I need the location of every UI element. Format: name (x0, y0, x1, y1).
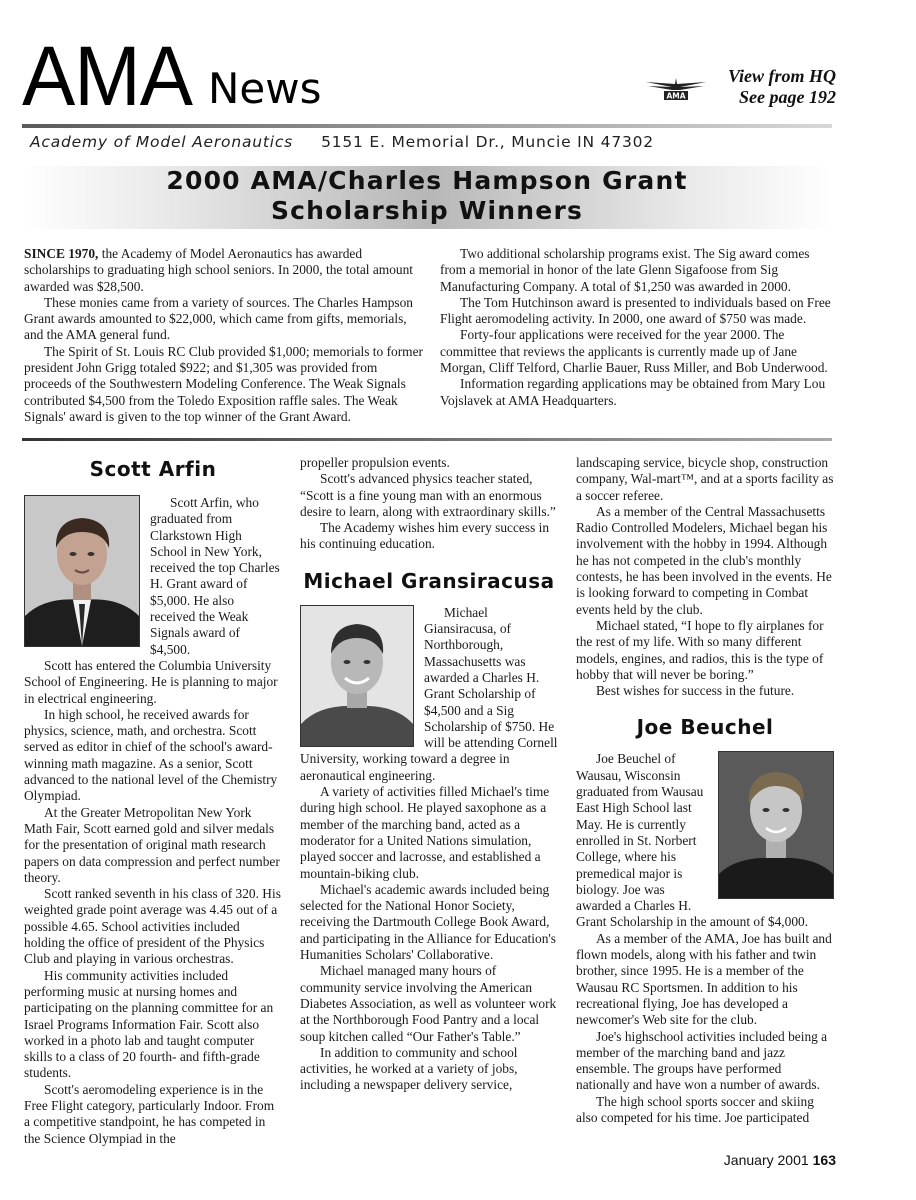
intro-paragraph: Forty-four applications were received for the year 2000. The committee that reviews the applicants is currently made up of Jane Morgan, Cliff Telford, Charlie Bauer, Russ Miller, and Bob Underwood. (440, 327, 828, 376)
bio-paragraph: The Academy wishes him every success in his continuing education. (300, 520, 550, 552)
photo-michael-gransiracusa (300, 605, 414, 747)
winner-name-beuchel: Joe Beuchel (636, 715, 774, 740)
bio-paragraph: Joe Beuchel of Wausau, Wisconsin graduated from Wausau East High School last May. He is currently enrolled in St. Norbert College, where his premedical major is biology. Joe was awarded a Charles H. Grant Scholarship in the amount of $4,000. (576, 751, 809, 930)
bio-paragraph: Scott's advanced physics teacher stated, “Scott is a fine young man with an enormous desire to learn, along with extraordinary skills.” (300, 471, 556, 519)
bio-paragraph: Michael stated, “I hope to fly airplanes for the rest of my life. With so many different models, engines, and radios, this is the type of hobby that will never be boring.” (576, 617, 824, 682)
section-divider (22, 438, 832, 441)
photo-joe-beuchel (718, 751, 834, 899)
winner-name-gransiracusa: Michael Gransiracusa (303, 568, 555, 593)
column-3 (576, 455, 834, 1126)
column-1 (24, 455, 282, 1147)
intro-paragraph: Two additional scholarship programs exist. The Sig award comes from a memorial in honor of the late Glenn Sigafoose from Sig Manufacturing Company. A total of $1,250 was awarded in 2000. (440, 246, 810, 294)
bio-paragraph: His community activities included performing music at nursing homes and participating on the planning committee for an Israel Programs Information Fair. Scott also worked in a photo lab and taught computer skills to a class of 20 fourth- and fifth-grade students. (24, 967, 274, 1081)
bio-paragraph: In addition to community and school activities, he worked at a variety of jobs, including a newspaper delivery service, (300, 1044, 518, 1093)
bio-paragraph: Joe's highschool activities included being a member of the marching band and jazz ensemble. The groups have performed nationally and have won a number of awards. (576, 1028, 828, 1093)
masthead-title: AMA (22, 29, 193, 123)
intro-paragraph: The Tom Hutchinson award is presented to individuals based on Free Flight aeromodeling activity. In 2000, one award of $750 was made. (440, 294, 831, 327)
intro-left-column (24, 246, 424, 425)
bio-paragraph: landscaping service, bicycle shop, construction company, Wal-mart™, and at a sports facility as a soccer referee. (576, 455, 834, 503)
intro-lead: SINCE 1970, (24, 246, 99, 261)
masthead-rule (22, 124, 832, 128)
hq-line-2: See page 192 (739, 87, 836, 107)
intro-paragraph: The Spirit of St. Louis RC Club provided $1,000; memorials to former president John Grigg totaled $922; and $1,305 was provided from proceeds of the Southwestern Modeling Conference. The Weak Signals contributed $4,500 from the Toledo Exposition raffle sales. The Weak Signals' award is given to the top winner of the Grant Award. (24, 343, 423, 424)
bio-paragraph: propeller propulsion events. (300, 455, 450, 470)
intro-paragraph: Information regarding applications may be obtained from Mary Lou Vojslavek at AMA Headquarters. (440, 376, 826, 408)
bio-paragraph: Scott has entered the Columbia University School of Engineering. He is planning to major in electrical engineering. (24, 657, 278, 706)
bio-paragraph: As a member of the Central Massachusetts Radio Controlled Modelers, Michael began his involvement with the hobby in 1994. Although he has not competed in the club's monthly contests, he has been involved in the events. He is looking forward to competing in Combat events held by the club. (576, 503, 832, 617)
intro-paragraph: These monies came from a variety of sources. The Charles Hampson Grant awards amounted to $22,000, which came from gifts, memorials, and the AMA general fund. (24, 294, 413, 343)
bio-paragraph: The high school sports soccer and skiing also competed for his time. Joe participated (576, 1093, 814, 1125)
wings-icon (644, 74, 708, 102)
bio-paragraph: Scott's aeromodeling experience is in the Free Flight category, particularly Indoor. From a competitive standpoint, he has competed in the Science Olympiad in the (24, 1081, 275, 1146)
address-line (30, 132, 834, 152)
bio-paragraph: Michael managed many hours of community service involving the American Diabetes Association, as well as volunteer work at the Northborough Food Pantry and a local soup kitchen called “Our Father's Table.” (300, 963, 557, 1044)
winner-name-arfin: Scott Arfin (89, 457, 217, 481)
bio-paragraph: Scott ranked seventh in his class of 320. His weighted grade point average was 4.45 out of a possible 4.65. School activities included holding the office of president of the Physics Club and playing in various orchestras. (24, 886, 281, 967)
bio-paragraph: Scott Arfin, who graduated from Clarkstown High School in New York, received the top Charles H. Grant award of $5,000. He also received the Weak Signals award of $4,500. (150, 495, 280, 657)
column-2 (300, 455, 558, 1094)
hq-line-1: View from HQ (727, 66, 836, 86)
masthead-subtitle: News (208, 64, 322, 113)
intro-paragraph: SINCE 1970, the Academy of Model Aeronautics has awarded scholarships to graduating high school seniors. In 2000, the total amount awarded was $28,500. (24, 246, 414, 294)
intro-right-column (440, 246, 834, 409)
hq-reference[interactable] (700, 66, 836, 108)
bio-paragraph: In high school, he received awards for physics, science, math, and orchestra. Scott served as editor in chief of the school's award-winning math magazine. As a senior, Scott advanced to the national level of the Chemistry Olympiad. (24, 706, 278, 804)
bio-paragraph: A variety of activities filled Michael's time during high school. He played saxophone as a member of the marching band, acted as a moderator for a United Nations simulation, played soccer and lacrosse, and established a mountain-biking club. (300, 784, 550, 881)
page-number: 163 (812, 1152, 836, 1168)
bio-paragraph: Michael Giansiracusa, of Northborough, Massachusetts was awarded a Charles H. Grant Scholarship of $4,500 and a Sig Scholarship of $750. He will be attending Cornell University, working toward a degree in aeronautical engineering. (300, 604, 558, 783)
logo-text: AMA (666, 91, 686, 101)
ama-wings-logo (644, 74, 708, 102)
headline-line-1: 2000 AMA/Charles Hampson Grant (166, 166, 688, 195)
headline-line-2: Scholarship Winners (270, 196, 584, 225)
bio-paragraph: Best wishes for success in the future. (596, 683, 795, 699)
issue-date: January 2001 (723, 1152, 809, 1168)
headline (22, 166, 832, 226)
street-address: 5151 E. Memorial Dr., Muncie IN 47302 (321, 133, 654, 151)
bio-paragraph: As a member of the AMA, Joe has built and flown models, along with his father and twin brother, since 1995. He is a member of the Wausau RC Sportsmen. In addition to his recreational flying, Joe has developed a newcomer's Web site for the club. (576, 930, 832, 1028)
photo-scott-arfin (24, 495, 140, 647)
bio-paragraph: At the Greater Metropolitan New York Math Fair, Scott earned gold and silver medals for the presentation of original math research papers on data compression and perfect number theory. (24, 804, 280, 885)
organization-name: Academy of Model Aeronautics (30, 133, 294, 151)
page-footer (640, 1152, 836, 1168)
bio-paragraph: Michael's academic awards included being selected for the National Honor Society, receiving the Dartmouth College Book Award, and participating in the Alliance for Education's Humanities Scholars' Collaborative. (300, 881, 557, 963)
